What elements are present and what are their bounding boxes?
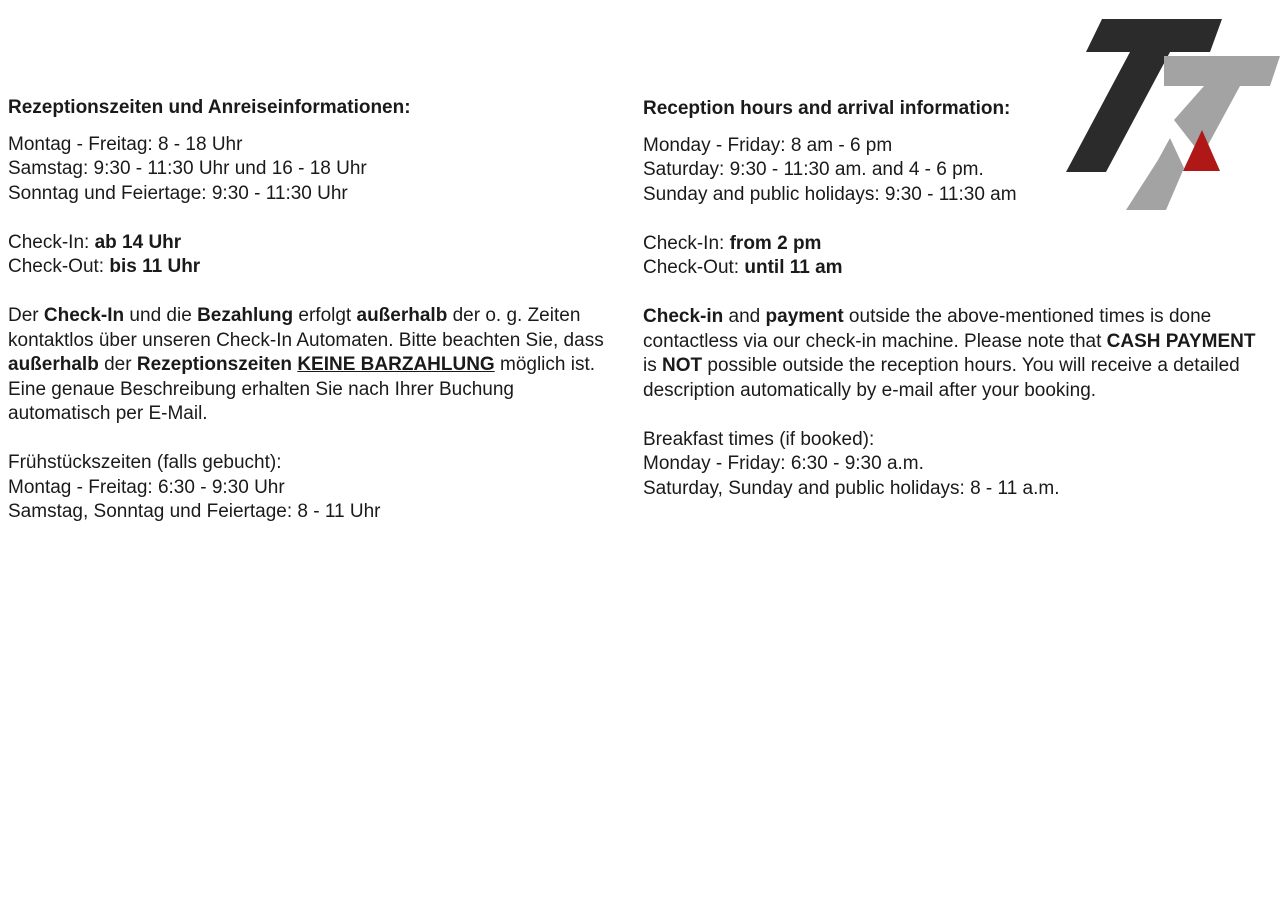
english-info-column (643, 97, 1263, 501)
de-heading-text: Rezeptionszeiten und Anreiseinformationen: (8, 97, 411, 118)
de-checkin-info (8, 304, 608, 378)
en-heading-text: Reception hours and arrival information: (643, 98, 1011, 119)
de-info-no-cash (297, 354, 494, 375)
german-info-column (8, 96, 608, 525)
de-breakfast-weekdays: Montag - Freitag: 6:30 - 9:30 Uhr (8, 476, 285, 498)
en-checkout-label: Check-Out: (643, 257, 745, 278)
de-description-info: Eine genaue Beschreibung erhalten Sie nach Ihrer Buchung automatisch per E-Mail. (8, 378, 514, 424)
en-info-bold: NOT (662, 355, 703, 376)
en-info-bold: CASH PAYMENT (1106, 330, 1256, 352)
en-checkin-value: from 2 pm (729, 232, 822, 254)
de-info-text: der o. g. Zeiten kontaktlos über unseren Check-In Automaten. Bitte beachten Sie, dass (8, 305, 604, 351)
en-checkout (643, 256, 1263, 281)
de-info-text: erfolgt (293, 305, 357, 326)
de-info-bold: außerhalb (356, 305, 448, 326)
de-checkout-label: Check-Out: (8, 256, 110, 277)
de-breakfast-weekend: Samstag, Sonntag und Feiertage: 8 - 11 Uhr (8, 501, 381, 522)
en-heading (643, 97, 1263, 122)
en-hours-weekdays: Monday - Friday: 8 am - 6 pm (643, 134, 893, 156)
en-checkin-info (643, 305, 1263, 403)
de-checkin-label: Check-In: (8, 231, 95, 253)
de-info-text: Der (8, 305, 44, 326)
de-info-underlined: KEINE BARZAHLUNG (297, 354, 495, 375)
de-info-bold: Bezahlung (197, 305, 294, 326)
de-heading (8, 96, 608, 121)
en-breakfast-weekend: Saturday, Sunday and public holidays: 8 - 11 a.m. (643, 477, 1060, 499)
de-checkin-value: ab 14 Uhr (94, 231, 182, 253)
en-info-text: and (723, 306, 766, 327)
en-info-bold: Check-in (643, 306, 724, 327)
en-info-bold: payment (765, 306, 844, 327)
de-checkout (8, 255, 608, 280)
en-hours-saturday: Saturday: 9:30 - 11:30 am. and 4 - 6 pm. (643, 159, 984, 180)
en-checkout-value: until 11 am (744, 257, 843, 278)
de-checkin (8, 231, 608, 256)
de-hours-weekdays: Montag - Freitag: 8 - 18 Uhr (8, 133, 243, 155)
de-hours-saturday: Samstag: 9:30 - 11:30 Uhr und 16 - 18 Uhr (8, 158, 367, 179)
logo-gray-t-top (1164, 56, 1280, 86)
en-checkin (643, 232, 1263, 257)
en-breakfast-heading: Breakfast times (if booked): (643, 428, 875, 450)
en-info-text: outside the above-mentioned times is done contactless via our check-in machine. Please note that (643, 306, 1212, 352)
de-checkout-value: bis 11 Uhr (109, 256, 201, 277)
de-breakfast-heading: Frühstückszeiten (falls gebucht): (8, 452, 282, 473)
de-hours-sunday: Sonntag und Feiertage: 9:30 - 11:30 Uhr (8, 182, 348, 204)
en-breakfast-weekdays: Monday - Friday: 6:30 - 9:30 a.m. (643, 453, 924, 474)
en-checkin-label: Check-In: (643, 232, 730, 254)
de-info-text: und die (124, 305, 198, 326)
en-info-text: is (643, 355, 662, 376)
en-hours-sunday: Sunday and public holidays: 9:30 - 11:30 am (643, 183, 1017, 205)
de-info-text: möglich ist. (494, 354, 596, 375)
de-info-bold: Check-In (43, 305, 125, 326)
en-info-text: possible outside the reception hours. You will receive a detailed description automatically by e-mail after your booking. (643, 355, 1240, 401)
de-info-text: der (98, 354, 137, 375)
de-info-bold: Rezeptionszeiten (136, 354, 293, 375)
de-info-bold: außerhalb (8, 354, 99, 375)
